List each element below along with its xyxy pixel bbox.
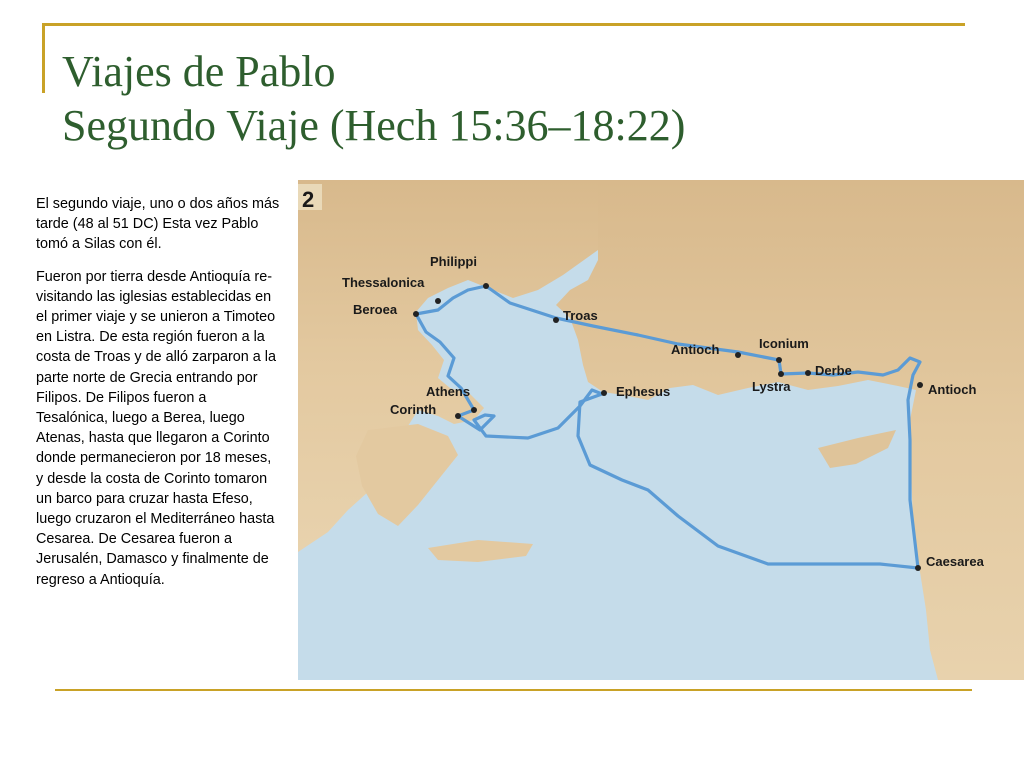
dot-iconium: [776, 357, 782, 363]
label-philippi: Philippi: [430, 254, 477, 269]
bottom-rule: [55, 689, 972, 691]
dot-antioch-pisidia: [735, 352, 741, 358]
label-lystra: Lystra: [752, 379, 791, 394]
body-text: [36, 194, 282, 602]
dot-ephesus: [601, 390, 607, 396]
dot-antioch-syria: [917, 382, 923, 388]
body-paragraph-1: El segundo viaje, uno o dos años más tarde (48 al 51 DC) Esta vez Pablo tomó a Silas con él.: [36, 196, 280, 253]
title-line-1: Viajes de Pablo: [62, 47, 336, 96]
left-rule: [42, 23, 45, 93]
dot-lystra: [778, 371, 784, 377]
dot-thessalonica: [435, 298, 441, 304]
map-svg: [298, 180, 1024, 680]
label-corinth: Corinth: [390, 402, 437, 417]
label-derbe: Derbe: [815, 363, 852, 378]
top-rule: [43, 23, 965, 26]
body-paragraph-2: Fueron por tierra desde Antioquía re-visitando las iglesias establecidas en el primer viaje y se unieron a Timoteo en Listra. De esta región fueron a la costa de Troas y de alló zarparon a la parte norte de Grecia entrando por Filipos. De Filipos fueron a Tesalónica, luego a Berea, luego Atenas, hasta que llegaron a Corinto donde permanecieron por 18 meses, y desde la costa de Corinto tomaron un barco para cruzar hasta Efeso, luego cruzaron el Mediterráneo hasta Cesarea. De Cesarea fueron a Jerusalén, Damasco y finalmente de regreso a Antioquía.: [36, 268, 276, 588]
label-ephesus: Ephesus: [616, 384, 671, 399]
dot-athens: [471, 407, 477, 413]
dot-beroea: [413, 311, 419, 317]
label-caesarea: Caesarea: [926, 554, 984, 569]
label-iconium: Iconium: [759, 336, 809, 351]
slide-title: [62, 45, 685, 153]
label-antioch-pisidia: Antioch: [671, 342, 720, 357]
title-line-2: Segundo Viaje (Hech 15:36–18:22): [62, 101, 686, 150]
dot-corinth: [455, 413, 461, 419]
label-athens: Athens: [426, 384, 471, 399]
dot-caesarea: [915, 565, 921, 571]
dot-philippi: [483, 283, 489, 289]
journey-map: [298, 180, 1024, 680]
label-antioch-syria: Antioch: [928, 382, 977, 397]
map-number: 2: [302, 187, 315, 212]
dot-troas: [553, 317, 559, 323]
label-beroea: Beroea: [353, 302, 398, 317]
label-troas: Troas: [563, 308, 598, 323]
label-thessalonica: Thessalonica: [342, 275, 425, 290]
dot-derbe: [805, 370, 811, 376]
